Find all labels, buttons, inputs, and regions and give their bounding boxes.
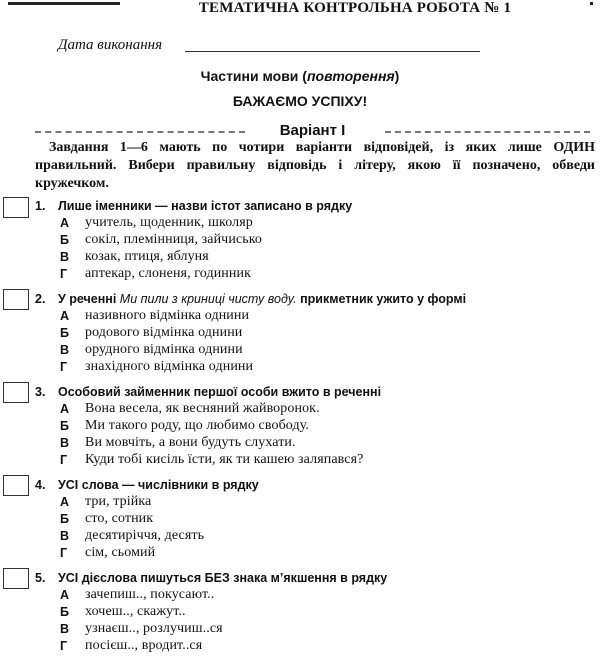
question-number-2: 2. bbox=[35, 292, 46, 306]
option-2d-letter[interactable]: Г bbox=[60, 360, 68, 374]
question-number-3: 3. bbox=[35, 385, 46, 399]
option-1b-letter[interactable]: Б bbox=[60, 233, 69, 247]
option-1c-text: козак, птиця, яблуня bbox=[85, 249, 209, 264]
wish-text: БАЖАЄМО УСПІХУ! bbox=[232, 93, 368, 109]
option-3b-text: Ми такого роду, що любимо свободу. bbox=[85, 418, 310, 433]
answer-box-4[interactable] bbox=[3, 475, 29, 496]
option-2c-text: орудного відмінка однини bbox=[85, 342, 243, 357]
subject-close: ) bbox=[394, 68, 400, 84]
option-2b-text: родового відмінка однини bbox=[85, 325, 243, 340]
option-3d-letter[interactable]: Г bbox=[60, 453, 68, 467]
option-2c-letter[interactable]: В bbox=[60, 343, 70, 357]
dashed-divider-right bbox=[385, 131, 590, 133]
instruction-text: Завдання 1—6 мають по чотири варіанти відповідей, із яких лише ОДИН правильний. Вибери правильну відповідь і літеру, якою її позначено, обведи кружечком. bbox=[35, 140, 595, 191]
option-1a-text: учитель, щоденник, школяр bbox=[85, 215, 253, 230]
date-field-line[interactable] bbox=[185, 51, 480, 52]
option-3b-letter[interactable]: Б bbox=[60, 419, 69, 433]
question-text-3: Особовий займенник першої особи вжито в реченні bbox=[58, 385, 382, 399]
question-number-4: 4. bbox=[35, 478, 46, 492]
instructions bbox=[35, 139, 595, 193]
option-4b-text: сто, сотник bbox=[85, 511, 154, 526]
option-1b-text: сокіл, племінниця, зайчисько bbox=[85, 232, 262, 247]
option-2a-letter[interactable]: А bbox=[60, 309, 70, 323]
subject-italic: повторення bbox=[306, 68, 395, 84]
option-3c-letter[interactable]: В bbox=[60, 436, 70, 450]
option-2a-text: називного відмінка однини bbox=[85, 308, 250, 323]
option-4a-letter[interactable]: А bbox=[60, 495, 70, 509]
option-3d-text: Куди тобі кисіль їсти, як ти кашею заляпався? bbox=[85, 452, 364, 467]
question-text-1: Лише іменники — назви істот записано в рядку bbox=[58, 199, 353, 213]
answer-box-3[interactable] bbox=[3, 382, 29, 403]
answer-box-1[interactable] bbox=[3, 197, 29, 218]
subject-title bbox=[0, 68, 600, 84]
subject-main: Частини мови ( bbox=[200, 68, 307, 84]
option-1a-letter[interactable]: А bbox=[60, 216, 70, 230]
option-4a-text: три, трійка bbox=[85, 494, 152, 509]
variant-label: Варіант I bbox=[279, 122, 346, 139]
option-4d-letter[interactable]: Г bbox=[60, 546, 68, 560]
q2-text-before: У реченні bbox=[58, 292, 120, 306]
option-1c-letter[interactable]: В bbox=[60, 250, 70, 264]
option-1d-text: аптекар, слоненя, годинник bbox=[85, 266, 251, 281]
option-5a-letter[interactable]: А bbox=[60, 588, 70, 602]
option-5a-text: зачепиш.., покусают.. bbox=[85, 587, 215, 602]
option-3a-text: Вона весела, як весняний жайворонок. bbox=[85, 401, 320, 416]
option-1d-letter[interactable]: Г bbox=[60, 267, 68, 281]
option-5c-letter[interactable]: В bbox=[60, 622, 70, 636]
option-5d-letter[interactable]: Г bbox=[60, 639, 68, 653]
option-3c-text: Ви мовчіть, а вони будуть слухати. bbox=[85, 435, 296, 450]
option-2d-text: знахідного відмінка однини bbox=[85, 359, 254, 374]
option-4d-text: сім, сьомий bbox=[85, 545, 156, 560]
date-label: Дата виконання bbox=[58, 37, 163, 53]
q2-text-italic: Ми пили з криниці чисту воду. bbox=[119, 292, 297, 306]
option-5b-letter[interactable]: Б bbox=[60, 605, 69, 619]
option-4c-text: десятиріччя, десять bbox=[85, 528, 205, 543]
variant-heading bbox=[35, 122, 590, 140]
answer-box-5[interactable] bbox=[3, 568, 29, 589]
option-5c-text: узнаєш.., розлучиш..ся bbox=[85, 621, 223, 636]
page-title: ТЕМАТИЧНА КОНТРОЛЬНА РОБОТА № 1 bbox=[120, 0, 590, 17]
question-number-1: 1. bbox=[35, 199, 46, 213]
option-5d-text: посієш.., вродит..ся bbox=[85, 638, 203, 653]
question-text-5: УСІ дієслова пишуться БЕЗ знака м’якшення в рядку bbox=[58, 571, 388, 585]
option-4b-letter[interactable]: Б bbox=[60, 512, 69, 526]
answer-box-2[interactable] bbox=[3, 289, 29, 310]
question-number-5: 5. bbox=[35, 571, 46, 585]
option-4c-letter[interactable]: В bbox=[60, 529, 70, 543]
option-5b-text: хочеш.., скажут.. bbox=[85, 604, 186, 619]
option-3a-letter[interactable]: А bbox=[60, 402, 70, 416]
option-2b-letter[interactable]: Б bbox=[60, 326, 69, 340]
question-text-2 bbox=[58, 292, 598, 306]
question-text-4: УСІ слова — числівники в рядку bbox=[58, 478, 259, 492]
q2-text-after: прикметник ужито у формі bbox=[296, 292, 467, 306]
